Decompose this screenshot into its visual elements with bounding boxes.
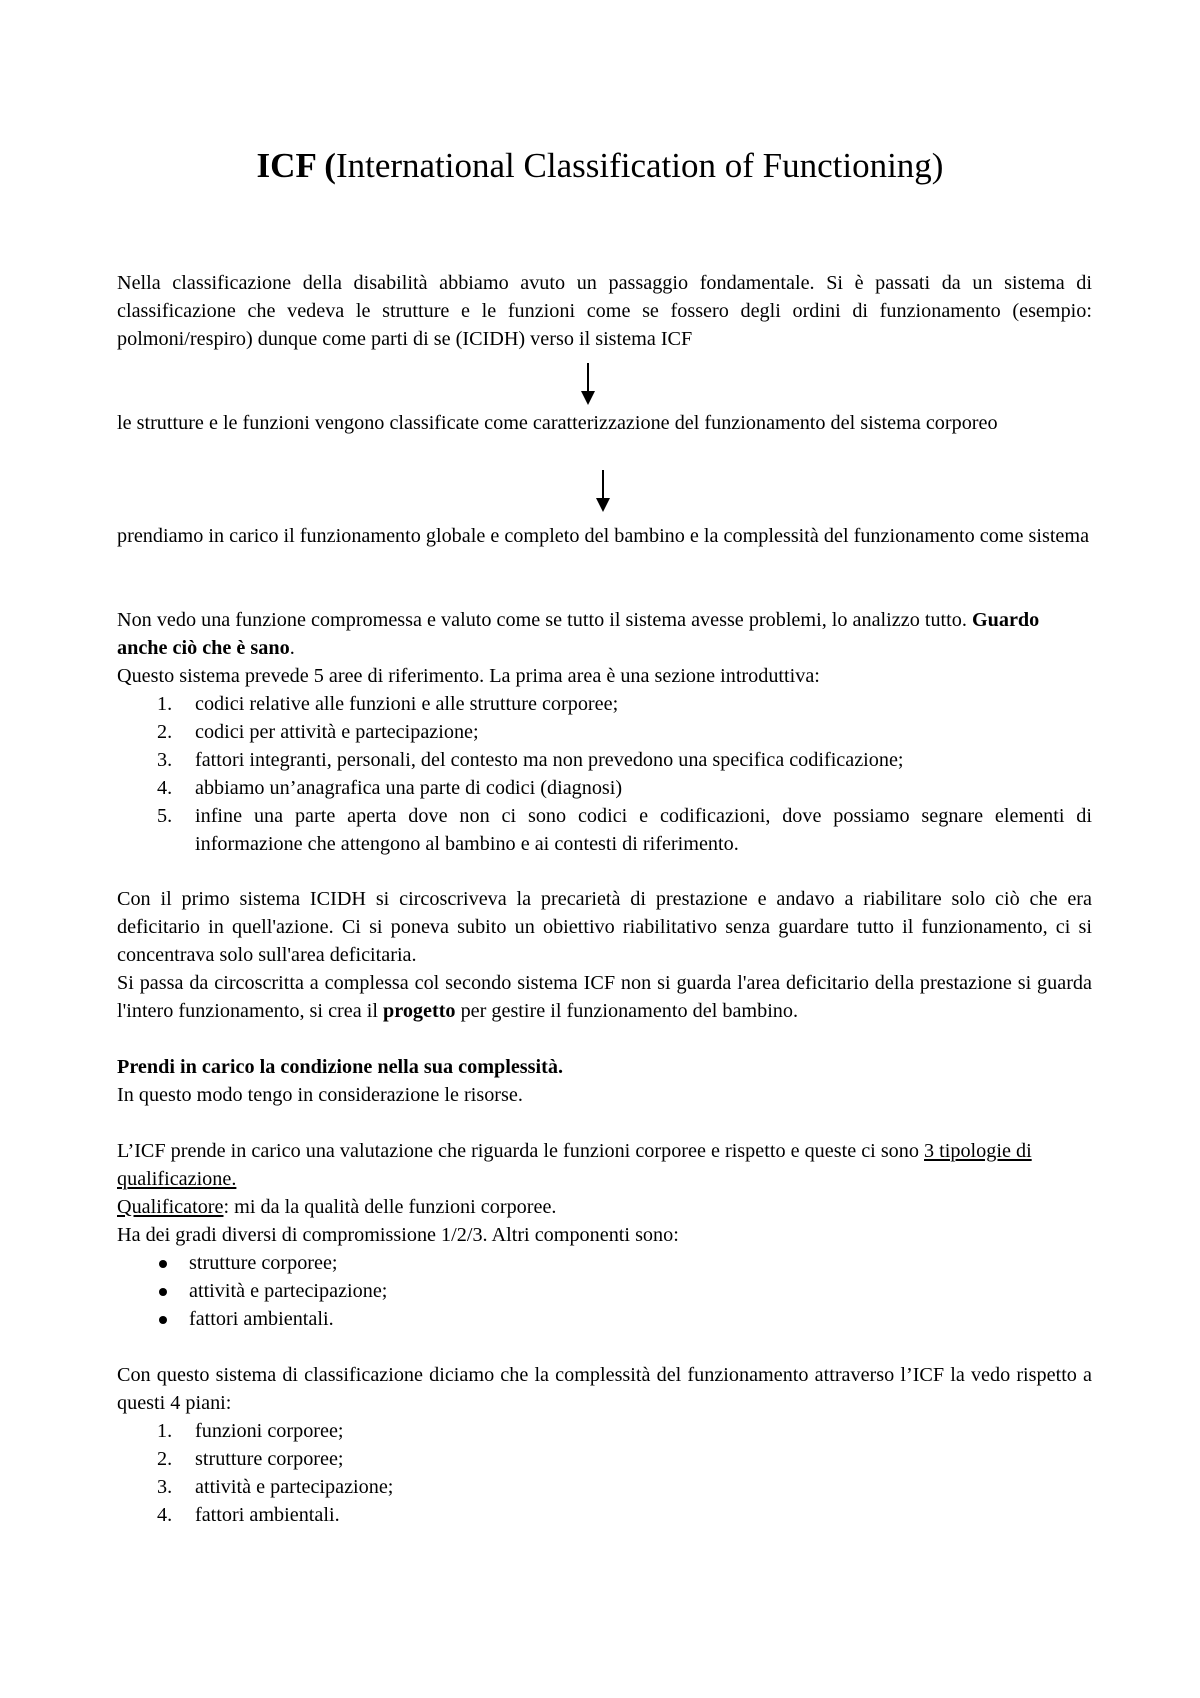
- list-number: 5.: [157, 805, 173, 827]
- bullet-icon: [159, 1316, 167, 1324]
- list-item: [117, 690, 1092, 718]
- list-item: [117, 1501, 1092, 1529]
- components-list: [117, 1249, 1092, 1333]
- list-item: [117, 774, 1092, 802]
- si-passa-text: Si passa da circoscritta a complessa col secondo sistema ICF non si guarda l'area deficitario della prestazione si guarda l'intero funzionamento, si crea il: [117, 972, 1092, 1022]
- list-item: [117, 1445, 1092, 1473]
- gradi-line: Ha dei gradi diversi di compromissione 1/2/3. Altri componenti sono:: [117, 1224, 679, 1246]
- risorse-line: In questo modo tengo in considerazione le risorse.: [117, 1084, 523, 1106]
- intro-paragraph: Nella classificazione della disabilità abbiamo avuto un passaggio fondamentale. Si è passati da un sistema di classificazione che vedeva le strutture e le funzioni come se fossero degli ordini di funzionamento (esempio: polmoni/respiro) dunque come parti di se (ICIDH) verso il sistema ICF: [117, 272, 1092, 350]
- list-item: [117, 1305, 1092, 1333]
- list-text: strutture corporee;: [189, 1252, 338, 1274]
- list-item: [117, 1417, 1092, 1445]
- piani-list: [117, 1417, 1092, 1529]
- complessita-emphasis: Prendi in carico la condizione nella sua complessità.: [117, 1056, 563, 1078]
- areas-list: [117, 690, 1092, 858]
- si-passa-text-end: per gestire il funzionamento del bambino.: [455, 1000, 799, 1022]
- title-full-name: International Classification of Functioning): [335, 146, 944, 185]
- list-text: fattori ambientali.: [195, 1504, 340, 1526]
- list-text: attività e partecipazione;: [195, 1476, 394, 1498]
- qualificatore-text: : mi da la qualità delle funzioni corporee.: [223, 1196, 557, 1218]
- list-item: [117, 1249, 1092, 1277]
- list-text: strutture corporee;: [195, 1448, 344, 1470]
- progetto-emphasis: progetto: [383, 1000, 456, 1022]
- bullet-icon: [159, 1260, 167, 1268]
- step-one-paragraph: le strutture e le funzioni vengono classificate come caratterizzazione del funzionamento del sistema corporeo: [117, 412, 998, 434]
- areas-section: [117, 662, 1092, 858]
- list-text: fattori ambientali.: [189, 1308, 334, 1330]
- list-text: fattori integranti, personali, del contesto ma non prevedono una specifica codificazione;: [195, 749, 904, 771]
- components-section: [117, 1221, 1092, 1333]
- areas-intro: Questo sistema prevede 5 aree di riferimento. La prima area è una sezione introduttiva:: [117, 665, 820, 687]
- list-number: 4.: [157, 777, 173, 799]
- list-number: 3.: [157, 749, 173, 771]
- qualificatore-line: [117, 1193, 1092, 1221]
- step-two-paragraph: prendiamo in carico il funzionamento globale e completo del bambino e la complessità del funzionamento come sistema: [117, 525, 1090, 547]
- piani-section: [117, 1361, 1092, 1529]
- title-acronym: ICF (: [256, 146, 336, 185]
- list-text: funzioni corporee;: [195, 1420, 344, 1442]
- si-passa-paragraph: [117, 969, 1092, 1025]
- non-vedo-text: Non vedo una funzione compromessa e valuto come se tutto il sistema avesse problemi, lo analizzo tutto.: [117, 609, 972, 631]
- list-text: abbiamo un’anagrafica una parte di codici (diagnosi): [195, 777, 623, 799]
- qualificatore-term: Qualificatore: [117, 1196, 224, 1218]
- page-title: [0, 144, 1200, 188]
- list-item: [117, 718, 1092, 746]
- list-number: 1.: [157, 1420, 173, 1442]
- list-item: [117, 746, 1092, 774]
- list-number: 2.: [157, 1448, 173, 1470]
- list-number: 2.: [157, 721, 173, 743]
- non-vedo-end: .: [289, 637, 295, 659]
- list-number: 3.: [157, 1476, 173, 1498]
- list-text: codici relative alle funzioni e alle strutture corporee;: [195, 693, 619, 715]
- tipologie-underlined: 3 tipologie di qualificazione.: [117, 1140, 1032, 1190]
- non-vedo-paragraph: [117, 606, 1092, 662]
- arrow-down-icon: [593, 470, 613, 514]
- icf-valutazione-paragraph: [117, 1137, 1092, 1193]
- list-item: [117, 802, 1092, 858]
- arrow-down-icon: [578, 363, 598, 407]
- non-vedo-emphasis: Guardo anche ciò che è sano: [117, 609, 1040, 659]
- complessita-line: [117, 1053, 1092, 1081]
- list-text: attività e partecipazione;: [189, 1280, 388, 1302]
- list-number: 1.: [157, 693, 173, 715]
- list-item: [117, 1277, 1092, 1305]
- list-text: infine una parte aperta dove non ci sono codici e codificazioni, dove possiamo segnare elementi di informazione che attengono al bambino e ai contesti di riferimento.: [195, 805, 1092, 855]
- list-item: [117, 1473, 1092, 1501]
- list-text: codici per attività e partecipazione;: [195, 721, 479, 743]
- icf-valutazione-text: L’ICF prende in carico una valutazione che riguarda le funzioni corporee e rispetto e queste ci sono: [117, 1140, 925, 1162]
- bullet-icon: [159, 1288, 167, 1296]
- icidh-paragraph: Con il primo sistema ICIDH si circoscriveva la precarietà di prestazione e andavo a riabilitare solo ciò che era deficitario in quell'azione. Ci si poneva subito un obiettivo riabilitativo senza guardare tutto il funzionamento, ci si concentrava solo sull'area deficitaria.: [117, 888, 1092, 966]
- list-number: 4.: [157, 1504, 173, 1526]
- piani-paragraph: Con questo sistema di classificazione diciamo che la complessità del funzionamento attraverso l’ICF la vedo rispetto a questi 4 piani:: [117, 1364, 1092, 1414]
